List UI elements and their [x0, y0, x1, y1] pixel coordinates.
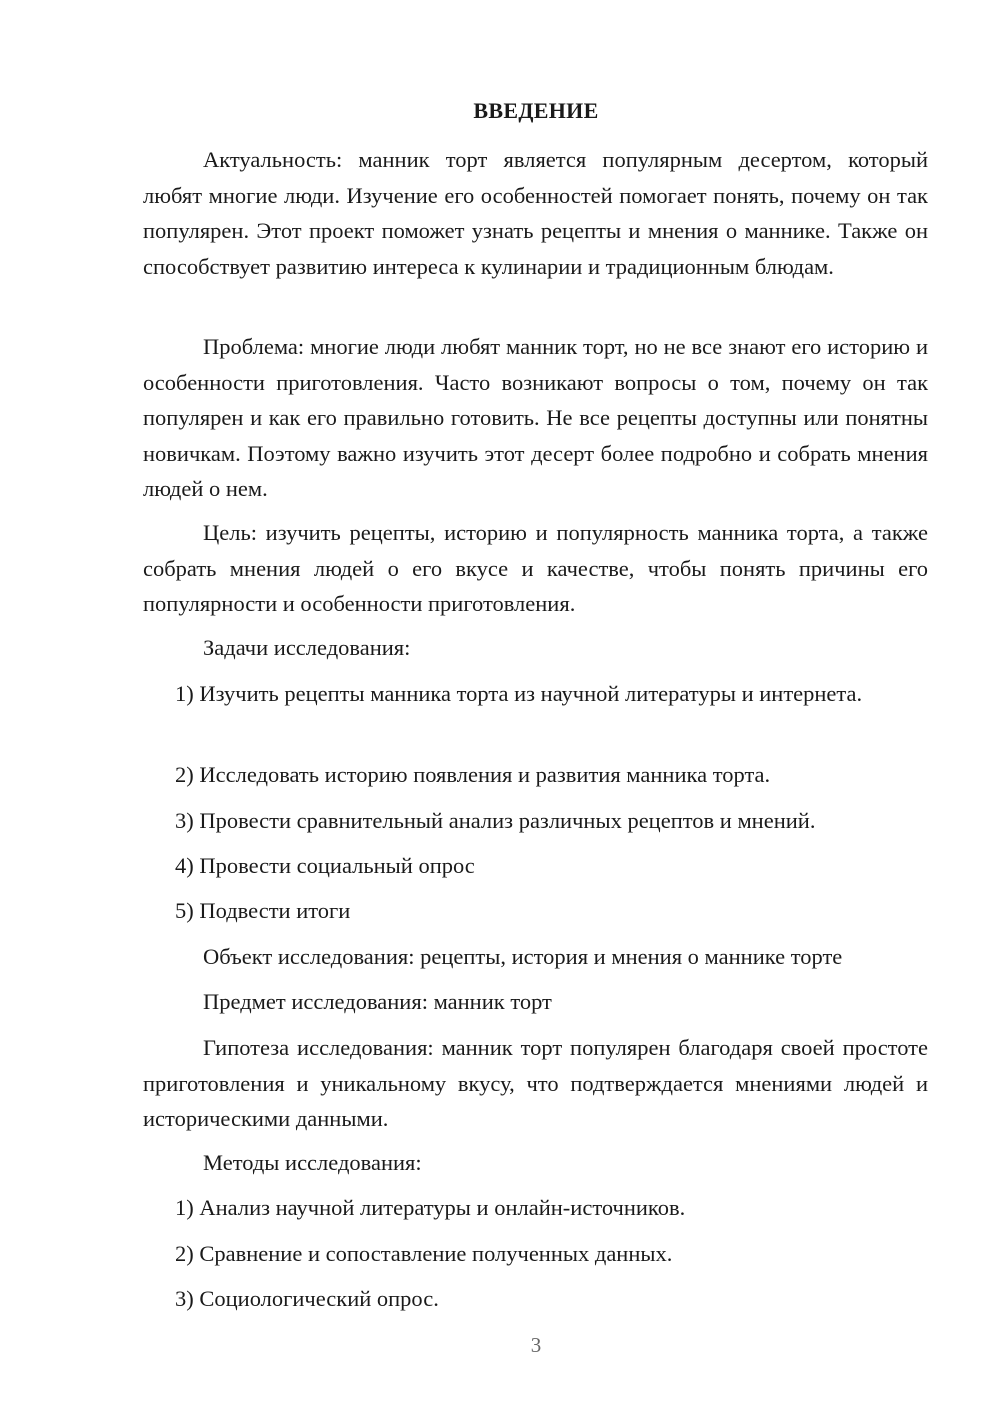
relevance-paragraph: Актуальность: манник торт является популярным десертом, который любят многие люди. Изучение его особенностей помогает понять, почему он так популярен. Этот проект поможет узнать рецепты и мнения о маннике. Также он способствует развитию интереса к кулинарии и традиционным блюдам.: [143, 147, 928, 279]
research-object: Объект исследования: рецепты, история и мнения о маннике торте: [203, 944, 843, 969]
page-number: 3: [530, 1333, 542, 1357]
method-item: 1) Анализ научной литературы и онлайн-источников.: [175, 1195, 686, 1220]
task-item: 2) Исследовать историю появления и развития манника торта.: [175, 762, 771, 787]
problem-paragraph: Проблема: многие люди любят манник торт, но не все знают его историю и особенности приготовления. Часто возникают вопросы о том, почему он так популярен и как его правильно готовить. Не все рецепты доступны или понятны новичкам. Поэтому важно изучить этот десерт более подробно и собрать мнения людей о нем.: [143, 334, 928, 501]
task-item: 5) Подвести итоги: [175, 898, 351, 923]
method-item: 2) Сравнение и сопоставление полученных данных.: [175, 1241, 673, 1266]
task-item: 1) Изучить рецепты манника торта из научной литературы и интернета.: [175, 681, 863, 706]
research-subject: Предмет исследования: манник торт: [203, 989, 552, 1014]
section-title: ВВЕДЕНИЕ: [473, 98, 599, 123]
hypothesis-paragraph: Гипотеза исследования: манник торт популярен благодаря своей простоте приготовления и уникальному вкусу, что подтверждается мнениями людей и историческими данными.: [143, 1035, 928, 1131]
goal-paragraph: Цель: изучить рецепты, историю и популярность манника торта, а также собрать мнения людей о его вкусе и качестве, чтобы понять причины его популярности и особенности приготовления.: [143, 520, 928, 616]
method-item: 3) Социологический опрос.: [175, 1286, 439, 1311]
tasks-heading: Задачи исследования:: [203, 635, 411, 660]
task-item: 4) Провести социальный опрос: [175, 853, 475, 878]
methods-heading: Методы исследования:: [203, 1150, 422, 1175]
task-item: 3) Провести сравнительный анализ различных рецептов и мнений.: [175, 808, 816, 833]
